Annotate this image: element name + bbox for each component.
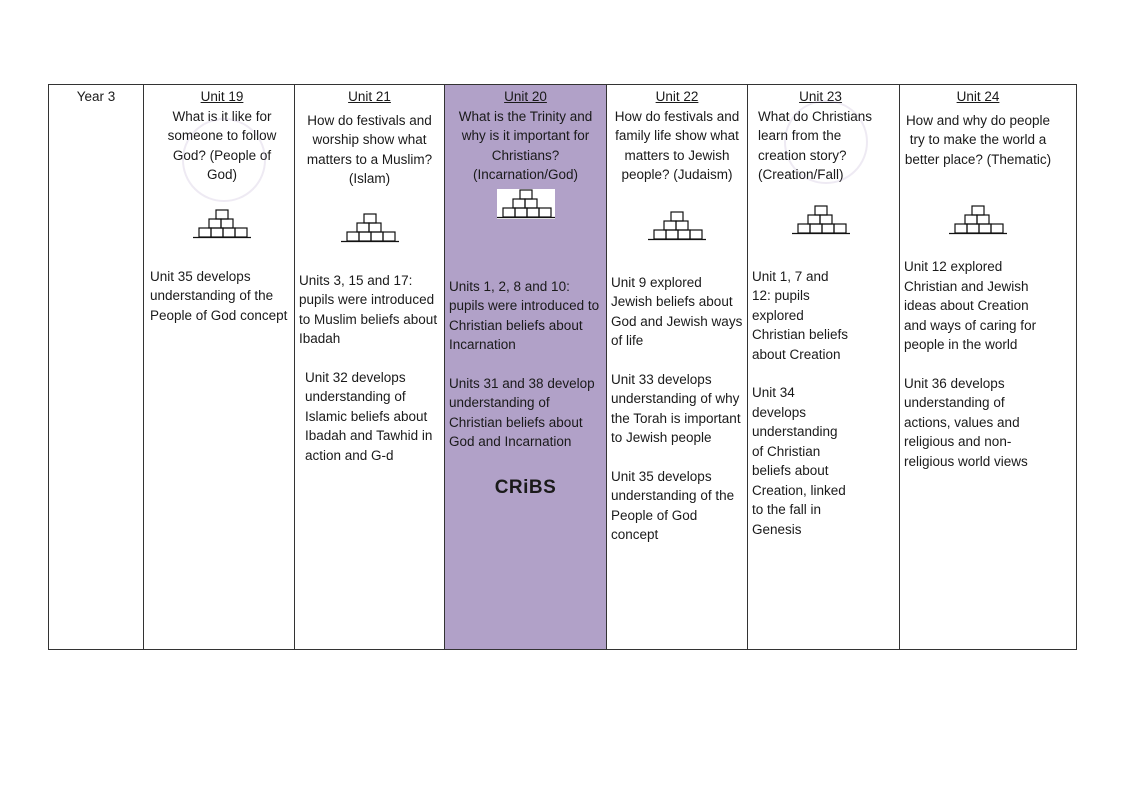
pyramid-icon bbox=[904, 205, 1052, 237]
unit-cell-22 bbox=[607, 85, 748, 650]
pyramid-icon bbox=[299, 213, 440, 245]
unit-notes bbox=[611, 273, 743, 545]
unit-question: How do festivals and worship show what matters to a Muslim? (Islam) bbox=[306, 112, 433, 186]
note-text: Units 1, 2, 8 and 10: pupils were introduced to Christian beliefs about Incarnation bbox=[449, 278, 600, 352]
pyramid-icon bbox=[611, 211, 743, 243]
note-text: Units 3, 15 and 17: pupils were introduced to Muslim beliefs about Ibadah bbox=[299, 272, 438, 346]
unit-code: Unit 20 bbox=[504, 89, 547, 104]
pyramid-icon bbox=[752, 205, 889, 237]
unit-question: How and why do people try to make the world a better place? (Thematic) bbox=[904, 112, 1052, 167]
note-text: Unit 1, 7 and 12: pupils explored Christian beliefs about Creation bbox=[752, 268, 849, 362]
year-label: Year 3 bbox=[76, 89, 116, 104]
unit-notes bbox=[299, 271, 440, 466]
note-text: Unit 35 develops understanding of the People of God concept bbox=[150, 268, 288, 323]
unit-code: Unit 19 bbox=[200, 89, 244, 104]
note-text: Unit 36 develops understanding of actions, values and religious and non-religious world views bbox=[904, 375, 1028, 469]
unit-code: Unit 24 bbox=[956, 89, 1000, 104]
unit-code: Unit 21 bbox=[348, 89, 391, 104]
unit-code: Unit 22 bbox=[655, 89, 699, 104]
pyramid-icon bbox=[449, 189, 602, 221]
unit-cell-21 bbox=[295, 85, 445, 650]
note-text: Unit 32 develops understanding of Islamic beliefs about Ibadah and Tawhid in action and G-d bbox=[305, 369, 433, 463]
unit-notes bbox=[904, 257, 1052, 471]
curriculum-table bbox=[48, 84, 1077, 650]
unit-cell-20 bbox=[445, 85, 607, 650]
unit-code: Unit 23 bbox=[799, 89, 842, 104]
unit-cell-19 bbox=[144, 85, 295, 650]
unit-cell-24 bbox=[900, 85, 1077, 650]
note-text: Unit 12 explored Christian and Jewish ideas about Creation and ways of caring for people in the world bbox=[904, 259, 1037, 352]
unit-cell-23 bbox=[748, 85, 900, 650]
unit-question: What is the Trinity and why is it important for Christians? (Incarnation/God) bbox=[458, 108, 593, 182]
year-cell bbox=[49, 85, 144, 650]
note-text: Unit 34 develops understanding of Christian beliefs about Creation, linked to the fall in Genesis bbox=[752, 385, 846, 537]
note-text: Unit 35 develops understanding of the People of God concept bbox=[611, 468, 735, 542]
unit-question: What do Christians learn from the creation story? (Creation/Fall) bbox=[758, 108, 873, 182]
unit-question: How do festivals and family life show what matters to Jewish people? (Judaism) bbox=[614, 108, 740, 182]
note-text: Units 31 and 38 develop understanding of Christian beliefs about God and Incarnation bbox=[449, 375, 595, 449]
unit-notes bbox=[449, 277, 602, 452]
unit-notes bbox=[150, 267, 288, 326]
table-row bbox=[49, 85, 1077, 650]
unit-question: What is it like for someone to follow God? (People of God) bbox=[167, 108, 277, 182]
note-text: Unit 33 develops understanding of why the Torah is important to Jewish people bbox=[611, 371, 741, 445]
cribs-logo: CRiBS bbox=[494, 476, 557, 498]
note-text: Unit 9 explored Jewish beliefs about God and Jewish ways of life bbox=[611, 274, 743, 348]
pyramid-icon bbox=[156, 209, 288, 241]
unit-notes bbox=[752, 267, 889, 540]
